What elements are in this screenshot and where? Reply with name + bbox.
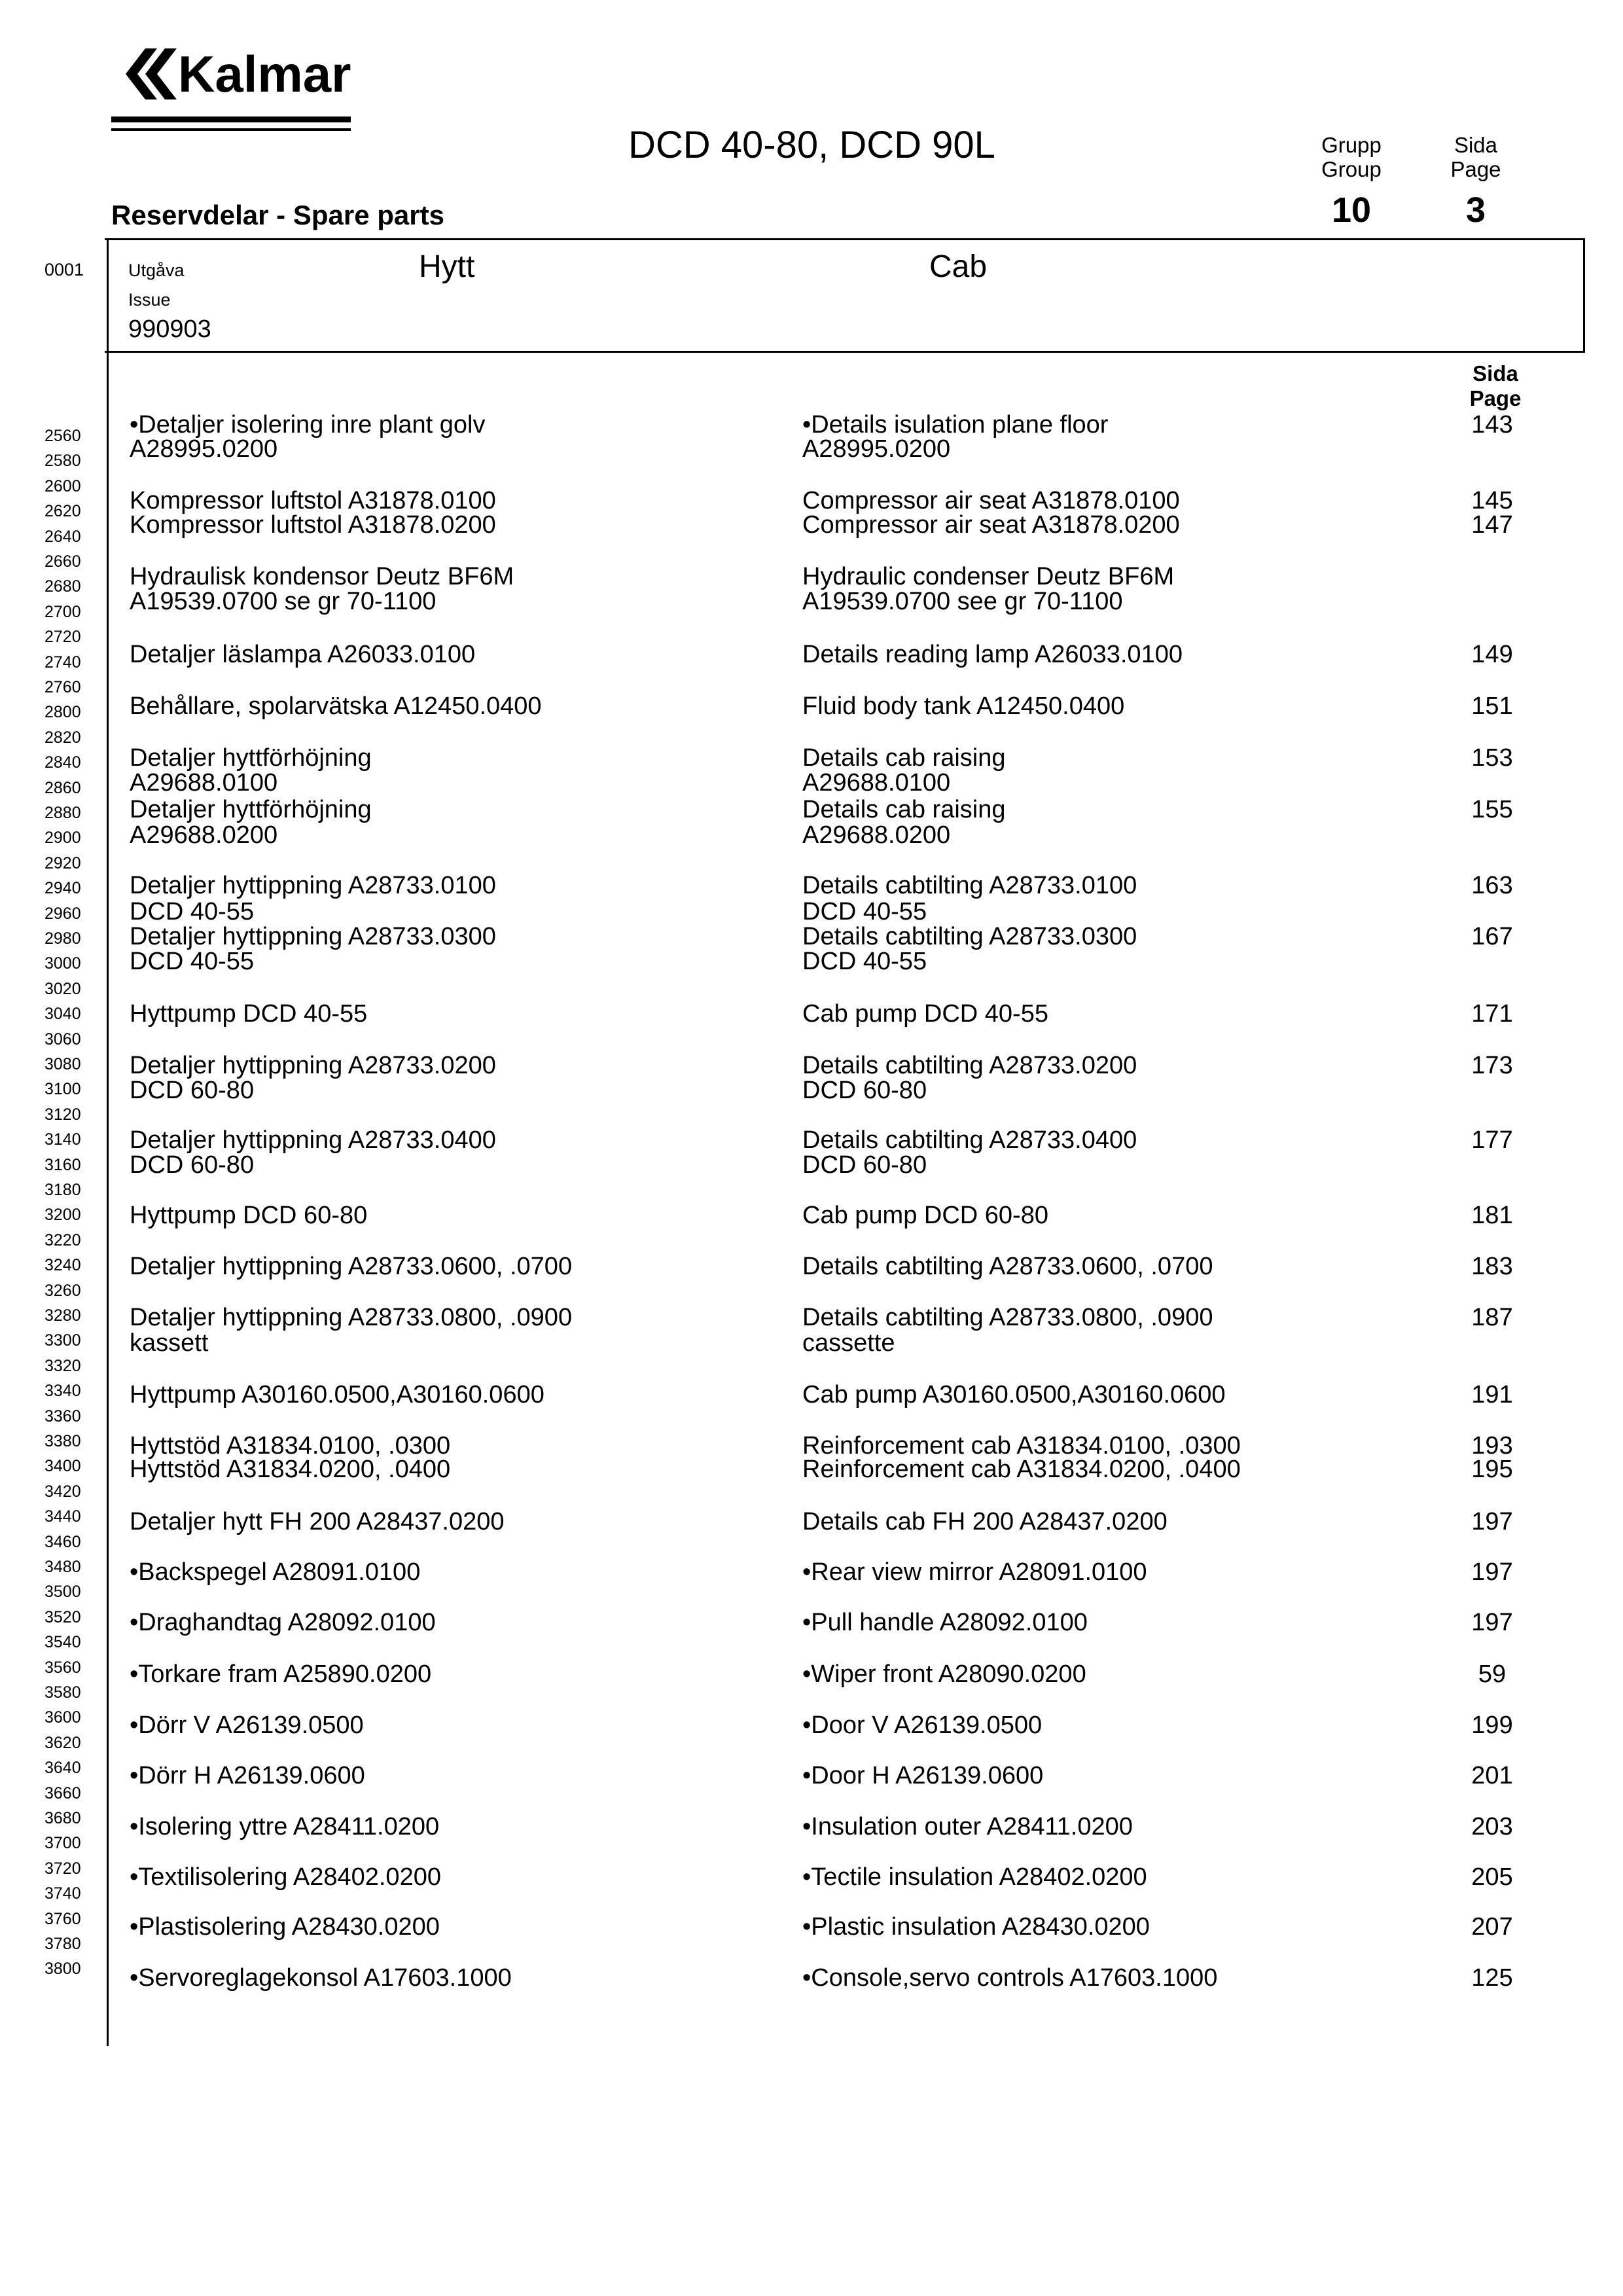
ref-number: 2620 — [45, 502, 81, 520]
entry-text-sv: Detaljer hyttförhöjning — [130, 744, 372, 772]
ref-number: 2640 — [45, 528, 81, 546]
group-label — [1315, 133, 1387, 181]
ref-number: 3320 — [45, 1357, 81, 1375]
entry-text-sv: Behållare, spolarvätska A12450.0400 — [130, 692, 542, 720]
page-column-header-en: Page — [1469, 386, 1522, 410]
section-title-en: Cab — [929, 249, 988, 284]
entry-text-sv: Detaljer hyttippning A28733.0600, .0700 — [130, 1253, 573, 1280]
group-number: 10 — [1331, 190, 1372, 230]
ref-number: 2800 — [45, 703, 81, 721]
entry-text-en: A29688.0200 — [802, 821, 951, 849]
entry-page-number: 155 — [1471, 796, 1513, 823]
entry-page-number: 125 — [1471, 1964, 1513, 1992]
entry-text-sv: DCD 60-80 — [130, 1151, 255, 1179]
entry-text-sv: •Textilisolering A28402.0200 — [130, 1863, 441, 1891]
entry-text-en: DCD 40-55 — [802, 898, 927, 925]
ref-number: 2840 — [45, 753, 81, 772]
ref-number: 3560 — [45, 1659, 81, 1677]
section-title-sv: Hytt — [419, 249, 475, 284]
issue-label-en: Issue — [128, 290, 171, 310]
ref-number: 3340 — [45, 1382, 81, 1400]
entry-text-sv: Detaljer hyttippning A28733.0100 — [130, 872, 496, 899]
ref-number: 2760 — [45, 678, 81, 696]
ref-number: 3600 — [45, 1708, 81, 1727]
ref-number: 2860 — [45, 779, 81, 797]
entry-page-number: 167 — [1471, 923, 1513, 950]
entry-text-sv: Hyttpump A30160.0500,A30160.0600 — [130, 1381, 544, 1408]
title-block-border — [1583, 238, 1585, 353]
ref-number: 3240 — [45, 1256, 81, 1274]
ref-number: 3720 — [45, 1859, 81, 1878]
entry-text-en: •Door H A26139.0600 — [802, 1762, 1044, 1789]
ref-number: 3060 — [45, 1030, 81, 1049]
entry-text-en: •Details isulation plane floor — [802, 411, 1109, 439]
entry-text-sv: A29688.0200 — [130, 821, 278, 849]
ref-number: 3520 — [45, 1608, 81, 1626]
entry-text-sv: Hyttpump DCD 40-55 — [130, 1000, 368, 1028]
entry-text-sv: •Servoreglagekonsol A17603.1000 — [130, 1964, 512, 1992]
entry-text-sv: DCD 40-55 — [130, 948, 255, 975]
ref-number: 3360 — [45, 1407, 81, 1426]
entry-text-sv: •Torkare fram A25890.0200 — [130, 1660, 432, 1688]
entry-text-sv: •Backspegel A28091.0100 — [130, 1558, 421, 1586]
ref-number: 2920 — [45, 854, 81, 872]
ref-number: 3500 — [45, 1583, 81, 1601]
ref-number: 2660 — [45, 552, 81, 571]
issue-label-sv: Utgåva — [128, 260, 185, 280]
page-column-header-sv: Sida — [1472, 361, 1518, 386]
kalmar-logo — [111, 46, 353, 102]
entry-text-sv: Detaljer hyttippning A28733.0400 — [130, 1126, 496, 1154]
logo-wordmark: Kalmar — [178, 46, 351, 102]
entry-page-number: 181 — [1471, 1202, 1513, 1229]
entry-text-sv: A28995.0200 — [130, 435, 278, 463]
entry-page-number: 187 — [1471, 1304, 1513, 1331]
entry-text-sv: Hyttstöd A31834.0200, .0400 — [130, 1456, 451, 1483]
margin-rule — [107, 238, 109, 2046]
ref-number: 2960 — [45, 905, 81, 923]
entry-text-en: Details cab FH 200 A28437.0200 — [802, 1508, 1168, 1535]
entry-text-sv: DCD 40-55 — [130, 898, 255, 925]
page-number: 3 — [1465, 190, 1486, 230]
entry-text-sv: Detaljer hyttippning A28733.0300 — [130, 923, 496, 950]
entry-page-number: 199 — [1471, 1712, 1513, 1739]
ref-number: 3420 — [45, 1482, 81, 1501]
entry-text-sv: Detaljer hyttippning A28733.0200 — [130, 1052, 496, 1079]
ref-number: 3200 — [45, 1206, 81, 1224]
entry-text-en: Details cabtilting A28733.0200 — [802, 1052, 1137, 1079]
ref-number: 3080 — [45, 1055, 81, 1073]
entry-text-en: Cab pump DCD 60-80 — [802, 1202, 1048, 1229]
ref-number: 2820 — [45, 728, 81, 747]
entry-text-sv: A29688.0100 — [130, 769, 278, 797]
ref-number: 2680 — [45, 577, 81, 596]
entry-text-en: Hydraulic condenser Deutz BF6M — [802, 563, 1175, 590]
entry-text-en: A29688.0100 — [802, 769, 951, 797]
ref-number: 2720 — [45, 628, 81, 646]
entry-text-en: Details cabtilting A28733.0600, .0700 — [802, 1253, 1213, 1280]
entry-text-en: A28995.0200 — [802, 435, 951, 463]
entry-page-number: 151 — [1471, 692, 1513, 720]
entry-page-number: 143 — [1471, 411, 1513, 439]
ref-number: 3040 — [45, 1005, 81, 1023]
entry-page-number: 191 — [1471, 1381, 1513, 1408]
entry-text-en: Details cabtilting A28733.0400 — [802, 1126, 1137, 1154]
entry-text-en: A19539.0700 see gr 70-1100 — [802, 588, 1123, 615]
ref-number: 3100 — [45, 1080, 81, 1098]
entry-text-sv: Kompressor luftstol A31878.0200 — [130, 511, 496, 539]
entry-text-sv: Detaljer läslampa A26033.0100 — [130, 641, 476, 668]
ref-number: 2880 — [45, 804, 81, 822]
ref-number: 2980 — [45, 929, 81, 948]
ref-number: 3160 — [45, 1156, 81, 1174]
page-label — [1440, 133, 1512, 181]
entry-page-number: 59 — [1478, 1660, 1507, 1688]
entry-text-sv: Hyttstöd A31834.0100, .0300 — [130, 1432, 451, 1460]
entry-text-sv: DCD 60-80 — [130, 1077, 255, 1104]
entry-text-en: cassette — [802, 1329, 895, 1357]
entry-text-sv: Detaljer hyttippning A28733.0800, .0900 — [130, 1304, 573, 1331]
ref-number: 3660 — [45, 1784, 81, 1803]
entry-text-sv: •Draghandtag A28092.0100 — [130, 1609, 436, 1636]
ref-number: 2560 — [45, 427, 81, 445]
ref-number: 3020 — [45, 980, 81, 998]
ref-number: 3700 — [45, 1834, 81, 1852]
entry-text-en: •Plastic insulation A28430.0200 — [802, 1913, 1150, 1941]
entry-page-number: 197 — [1471, 1609, 1513, 1636]
entry-text-sv: kassett — [130, 1329, 209, 1357]
document-subtitle: Reservdelar - Spare parts — [111, 200, 444, 230]
entry-text-en: Details cab raising — [802, 744, 1006, 772]
entry-page-number: 171 — [1471, 1000, 1513, 1028]
entry-text-en: •Rear view mirror A28091.0100 — [802, 1558, 1147, 1586]
ref-number: 3440 — [45, 1507, 81, 1526]
entry-text-sv: •Isolering yttre A28411.0200 — [130, 1813, 440, 1840]
ref-number: 3280 — [45, 1306, 81, 1325]
entry-text-en: •Wiper front A28090.0200 — [802, 1660, 1086, 1688]
entry-text-en: Cab pump DCD 40-55 — [802, 1000, 1048, 1028]
entry-text-en: Reinforcement cab A31834.0200, .0400 — [802, 1456, 1241, 1483]
entry-text-en: Reinforcement cab A31834.0100, .0300 — [802, 1432, 1241, 1460]
entry-page-number: 207 — [1471, 1913, 1513, 1941]
ref-number: 3140 — [45, 1130, 81, 1149]
ref-number: 3640 — [45, 1759, 81, 1777]
entry-text-en: •Pull handle A28092.0100 — [802, 1609, 1088, 1636]
ref-number: 3000 — [45, 954, 81, 973]
ref-number: 2700 — [45, 603, 81, 621]
entry-page-number: 197 — [1471, 1558, 1513, 1586]
ref-number: 3620 — [45, 1734, 81, 1752]
ref-number: 3400 — [45, 1457, 81, 1475]
logo-rule — [111, 128, 351, 131]
entry-text-sv: Hydraulisk kondensor Deutz BF6M — [130, 563, 514, 590]
entry-page-number: 205 — [1471, 1863, 1513, 1891]
entry-text-en: Details reading lamp A26033.0100 — [802, 641, 1183, 668]
entry-page-number: 173 — [1471, 1052, 1513, 1079]
ref-number: 3120 — [45, 1105, 81, 1124]
ref-number: 3780 — [45, 1935, 81, 1953]
entry-text-en: Details cabtilting A28733.0100 — [802, 872, 1137, 899]
entry-page-number: 193 — [1471, 1432, 1513, 1460]
entry-page-number: 203 — [1471, 1813, 1513, 1840]
entry-text-sv: Detaljer hytt FH 200 A28437.0200 — [130, 1508, 505, 1535]
entry-text-en: •Console,servo controls A17603.1000 — [802, 1964, 1218, 1992]
entry-page-number: 197 — [1471, 1508, 1513, 1535]
ref-number: 2900 — [45, 829, 81, 847]
entry-page-number: 145 — [1471, 487, 1513, 514]
ref-number: 3800 — [45, 1960, 81, 1978]
entry-page-number: 177 — [1471, 1126, 1513, 1154]
entry-text-sv: •Dörr V A26139.0500 — [130, 1712, 364, 1739]
entry-page-number: 183 — [1471, 1253, 1513, 1280]
entry-text-en: Fluid body tank A12450.0400 — [802, 692, 1125, 720]
ref-number: 3180 — [45, 1181, 81, 1199]
entry-text-en: DCD 60-80 — [802, 1151, 927, 1179]
title-block-border — [105, 238, 1585, 240]
entry-text-en: Compressor air seat A31878.0100 — [802, 487, 1180, 514]
ref-number: 2740 — [45, 653, 81, 672]
entry-page-number: 163 — [1471, 872, 1513, 899]
entry-text-en: DCD 40-55 — [802, 948, 927, 975]
ref-number: 3260 — [45, 1282, 81, 1300]
entry-text-en: •Insulation outer A28411.0200 — [802, 1813, 1133, 1840]
ref-number: 3460 — [45, 1533, 81, 1551]
entry-text-en: Compressor air seat A31878.0200 — [802, 511, 1180, 539]
entry-text-sv: •Plastisolering A28430.0200 — [130, 1913, 440, 1941]
entry-text-en: Cab pump A30160.0500,A30160.0600 — [802, 1381, 1226, 1408]
ref-number: 3220 — [45, 1231, 81, 1249]
ref-number: 0001 — [45, 260, 84, 279]
entry-text-sv: •Dörr H A26139.0600 — [130, 1762, 365, 1789]
ref-number: 3680 — [45, 1809, 81, 1827]
entry-text-en: •Door V A26139.0500 — [802, 1712, 1043, 1739]
ref-number: 2580 — [45, 452, 81, 470]
group-label-en: Group — [1321, 157, 1382, 181]
ref-number: 3740 — [45, 1884, 81, 1903]
entry-page-number: 201 — [1471, 1762, 1513, 1789]
title-block-border — [105, 351, 1585, 353]
entry-text-sv: Kompressor luftstol A31878.0100 — [130, 487, 496, 514]
ref-number: 3580 — [45, 1683, 81, 1702]
entry-text-en: Details cabtilting A28733.0800, .0900 — [802, 1304, 1213, 1331]
entry-page-number: 149 — [1471, 641, 1513, 668]
ref-number: 2940 — [45, 879, 81, 897]
entry-page-number: 195 — [1471, 1456, 1513, 1483]
entry-text-en: Details cabtilting A28733.0300 — [802, 923, 1137, 950]
page-label-en: Page — [1450, 157, 1501, 181]
entry-text-en: •Tectile insulation A28402.0200 — [802, 1863, 1147, 1891]
ref-number: 3480 — [45, 1558, 81, 1576]
entry-text-sv: •Detaljer isolering inre plant golv — [130, 411, 486, 439]
group-label-sv: Grupp — [1321, 133, 1382, 157]
page-label-sv: Sida — [1454, 133, 1498, 157]
entry-text-sv: Hyttpump DCD 60-80 — [130, 1202, 368, 1229]
ref-number: 3300 — [45, 1331, 81, 1350]
ref-number: 2600 — [45, 477, 81, 495]
document-title: DCD 40-80, DCD 90L — [628, 124, 995, 166]
entry-text-en: DCD 60-80 — [802, 1077, 927, 1104]
logo-rule — [111, 117, 351, 122]
ref-number: 3760 — [45, 1910, 81, 1928]
ref-number: 3540 — [45, 1633, 81, 1651]
entry-page-number: 153 — [1471, 744, 1513, 772]
issue-value: 990903 — [128, 315, 211, 343]
entry-text-en: Details cab raising — [802, 796, 1006, 823]
entry-text-sv: A19539.0700 se gr 70-1100 — [130, 588, 437, 615]
entry-page-number: 147 — [1471, 511, 1513, 539]
entry-text-sv: Detaljer hyttförhöjning — [130, 796, 372, 823]
ref-number: 3380 — [45, 1432, 81, 1450]
